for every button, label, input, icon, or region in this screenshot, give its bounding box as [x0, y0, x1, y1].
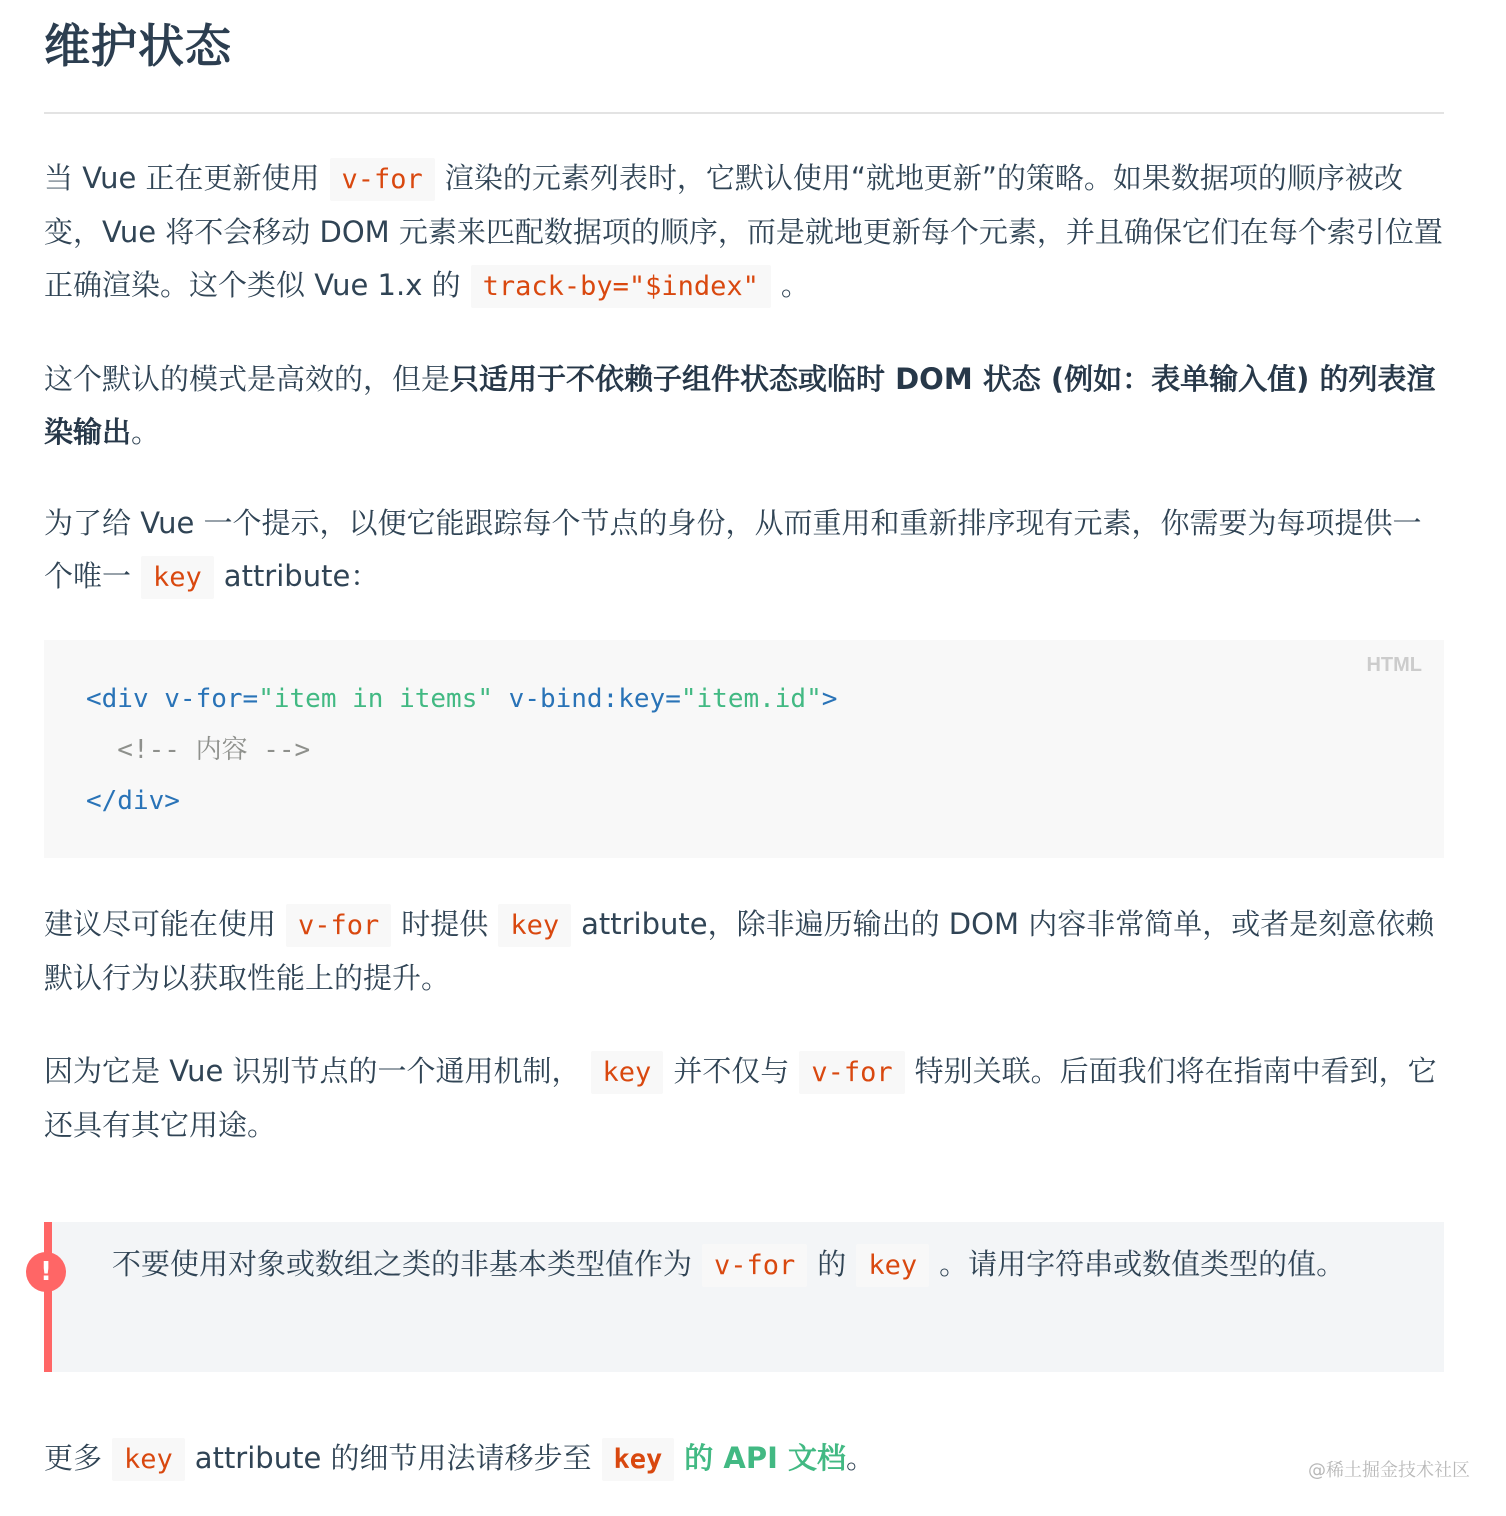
code-line-1	[86, 674, 1402, 725]
inline-code-key: key	[141, 556, 214, 599]
inline-code-v-for: v-for	[330, 158, 435, 201]
api-doc-link[interactable]	[592, 1441, 846, 1475]
text: 渲染的元素列表时，它默认使用“就地更新”的策略。如果数据项的顺序被改变，Vue 将不会移动 DOM 元素来匹配数据项的顺序，而是就地更新每个元素，并且确保它们在每个索引位置正确渲染。这个类似 Vue 1.x 的	[44, 161, 1443, 302]
inline-code-key: key	[856, 1244, 929, 1287]
exclamation-icon: !	[26, 1252, 66, 1292]
text: 。	[131, 415, 161, 449]
text: 这个默认的模式是高效的，但是	[44, 362, 451, 396]
inline-code-key: key	[498, 904, 571, 947]
paragraph-api-reference	[44, 1432, 1444, 1486]
text: 因为它是 Vue 识别节点的一个通用机制，	[44, 1054, 581, 1088]
text: attribute，除非遍历输出的 DOM 内容非常简单，或者是刻意依赖默认行为以获取性能上的提升。	[44, 907, 1435, 995]
text: attribute 的细节用法请移步至	[194, 1441, 592, 1475]
text: 。	[845, 1441, 875, 1475]
bold-text: 只适用于不依赖子组件状态或临时 DOM 状态 (例如：表单输入值) 的列表渲染输出	[44, 362, 1436, 449]
code-language-label: HTML	[1366, 654, 1422, 676]
inline-code-v-for: v-for	[799, 1051, 904, 1094]
code-token-tag: </div>	[86, 786, 180, 816]
inline-code-key: key	[112, 1438, 185, 1481]
watermark: @稀土掘金技术社区	[1308, 1460, 1470, 1481]
text: 特别关联。后面我们将在指南中看到，它还具有其它用途。	[44, 1054, 1437, 1142]
paragraph-key-hint	[44, 497, 1444, 604]
code-token-string: "item.id"	[680, 684, 822, 714]
text: 。请用字符串或数值类型的值。	[939, 1247, 1346, 1281]
code-token-tag: >	[821, 684, 838, 714]
text: 建议尽可能在使用	[44, 907, 277, 941]
inline-code-track-by: track-by="$index"	[471, 265, 771, 308]
text: 并不仅与	[673, 1054, 790, 1088]
inline-code-key[interactable]: key	[602, 1438, 675, 1481]
code-token-attr: v-for=	[148, 684, 259, 714]
text: 的	[817, 1247, 847, 1281]
code-line-2	[86, 725, 1402, 776]
text: 为了给 Vue 一个提示，以便它能跟踪每个节点的身份，从而重用和重新排序现有元素，你需要为每项提供一个唯一	[44, 506, 1422, 593]
code-block	[44, 640, 1444, 858]
text: 更多	[44, 1441, 103, 1475]
paragraph-recommend-key	[44, 898, 1444, 1005]
text: 当 Vue 正在更新使用	[44, 161, 320, 195]
heading-divider	[44, 112, 1444, 114]
inline-code-key: key	[591, 1051, 664, 1094]
code-token-tag: <div	[86, 684, 149, 714]
inline-code-v-for: v-for	[286, 904, 391, 947]
code-token-string: "item in items"	[258, 684, 494, 714]
inline-code-v-for: v-for	[702, 1244, 807, 1287]
section-heading: 维护状态	[44, 19, 232, 73]
text: 不要使用对象或数组之类的非基本类型值作为	[112, 1247, 693, 1281]
paragraph-in-place-patch	[44, 152, 1444, 313]
text: 。	[780, 268, 810, 302]
document-body	[40, 0, 1444, 1486]
api-doc-link-text[interactable]: 的 API 文档	[684, 1441, 846, 1475]
paragraph-default-mode	[44, 353, 1444, 459]
paragraph-key-mechanism	[44, 1045, 1444, 1152]
text: attribute：	[223, 559, 380, 593]
warning-callout	[40, 1222, 1444, 1372]
code-token-attr: v-bind:key=	[493, 684, 681, 714]
code-line-3	[86, 776, 1402, 827]
text: 时提供	[401, 907, 489, 941]
warning-text	[112, 1238, 1384, 1292]
code-token-comment: <!-- 内容 -->	[86, 735, 311, 765]
